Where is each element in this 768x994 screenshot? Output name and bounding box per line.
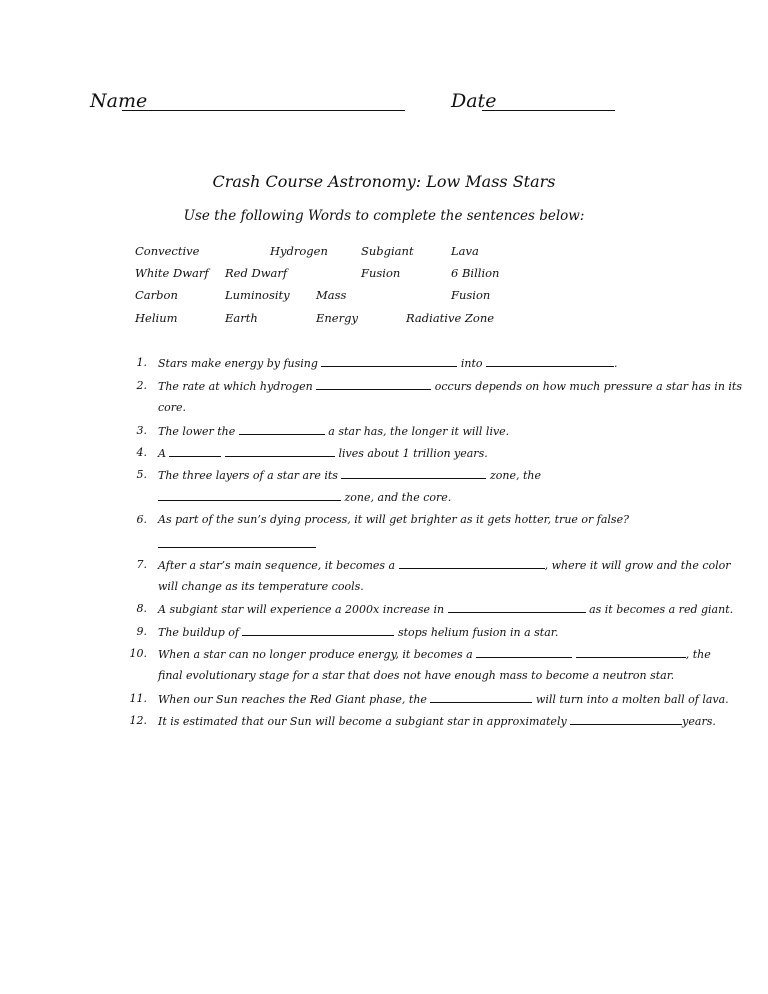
word-bank-item: Helium [135, 311, 178, 325]
question-7 [158, 558, 731, 572]
question-number: 8. [136, 602, 147, 615]
worksheet-title: Crash Course Astronomy: Low Mass Stars [212, 172, 556, 191]
question-text: zone, and the core. [344, 491, 452, 504]
answer-blank[interactable] [169, 446, 221, 457]
answer-blank[interactable] [486, 356, 614, 367]
word-bank-item: Earth [225, 311, 258, 325]
question-5 [158, 468, 541, 482]
question-text: as it becomes a red giant. [589, 603, 734, 616]
question-number: 10. [129, 647, 147, 660]
word-bank-item: Lava [451, 244, 479, 258]
word-bank-item: Fusion [361, 266, 401, 280]
answer-blank[interactable] [239, 424, 325, 435]
answer-blank[interactable] [430, 692, 532, 703]
date-label: Date [451, 90, 497, 112]
question-text: When a star can no longer produce energy, it becomes a [158, 648, 473, 661]
question-text: a star has, the longer it will live. [328, 425, 510, 438]
question-text: lives about 1 trillion years. [338, 447, 488, 460]
word-bank-item: Convective [135, 244, 200, 258]
question-number: 6. [136, 513, 147, 526]
question-8 [158, 602, 733, 616]
question-12 [158, 714, 716, 728]
question-number: 4. [136, 446, 147, 459]
question-10 [158, 647, 711, 661]
question-number: 7. [136, 558, 147, 571]
date-field-line[interactable] [482, 110, 615, 111]
question-10-continued: final evolutionary stage for a star that does not have enough mass to become a neutron star. [158, 669, 675, 682]
answer-blank[interactable] [576, 647, 686, 658]
worksheet-instructions: Use the following Words to complete the sentences below: [183, 208, 585, 224]
question-text: A [158, 447, 166, 460]
question-text: The lower the [158, 425, 236, 438]
question-text: When our Sun reaches the Red Giant phase, the [158, 693, 427, 706]
question-number: 11. [129, 692, 147, 705]
question-text: A subgiant star will experience a 2000x increase in [158, 603, 445, 616]
question-text: years. [682, 715, 716, 728]
question-text: , the [685, 648, 711, 661]
question-number: 2. [136, 379, 147, 392]
question-4 [158, 446, 488, 460]
word-bank-item: Subgiant [361, 244, 414, 258]
answer-blank[interactable] [341, 468, 486, 479]
answer-blank[interactable] [448, 602, 586, 613]
answer-blank[interactable] [570, 714, 682, 725]
question-text: zone, the [489, 469, 541, 482]
question-text: . [614, 357, 618, 370]
question-7-continued: will change as its temperature cools. [158, 580, 364, 593]
answer-blank[interactable] [316, 379, 431, 390]
question-text: Stars make energy by fusing [158, 357, 318, 370]
question-number: 9. [136, 625, 147, 638]
question-text: It is estimated that our Sun will become a subgiant star in approximately [158, 715, 567, 728]
answer-blank[interactable] [158, 547, 316, 548]
question-text: stops helium fusion in a star. [397, 626, 559, 639]
answer-blank[interactable] [399, 558, 545, 569]
question-2-continued: core. [158, 401, 187, 414]
word-bank-item: White Dwarf [135, 266, 209, 280]
question-number: 12. [129, 714, 147, 727]
word-bank-item: Red Dwarf [225, 266, 288, 280]
answer-blank[interactable] [158, 490, 341, 501]
answer-blank[interactable] [225, 446, 335, 457]
question-text: , where it will grow and the color [544, 559, 731, 572]
question-text: After a star’s main sequence, it becomes a [158, 559, 396, 572]
question-number: 1. [136, 356, 147, 369]
word-bank-item: Hydrogen [270, 244, 328, 258]
word-bank-item: 6 Billion [451, 266, 500, 280]
question-5-continued [158, 490, 451, 504]
question-text: will turn into a molten ball of lava. [535, 693, 729, 706]
question-11 [158, 692, 729, 706]
question-1 [158, 356, 618, 370]
question-3 [158, 424, 509, 438]
word-bank-item: Luminosity [225, 288, 290, 302]
answer-blank[interactable] [321, 356, 457, 367]
question-text: The three layers of a star are its [158, 469, 338, 482]
question-6: As part of the sun’s dying process, it will get brighter as it gets hotter, true or false? [158, 513, 629, 526]
answer-blank[interactable] [242, 625, 394, 636]
question-text: occurs depends on how much pressure a star has in its [434, 380, 742, 393]
word-bank-item: Radiative Zone [406, 311, 495, 325]
word-bank-item: Carbon [135, 288, 178, 302]
question-text: into [460, 357, 483, 370]
name-label: Name [90, 90, 148, 112]
word-bank-item: Energy [316, 311, 358, 325]
question-text: The rate at which hydrogen [158, 380, 313, 393]
question-text: The buildup of [158, 626, 239, 639]
question-9 [158, 625, 558, 639]
question-2 [158, 379, 742, 393]
answer-blank[interactable] [476, 647, 572, 658]
question-number: 5. [136, 468, 147, 481]
word-bank-item: Mass [316, 288, 347, 302]
question-number: 3. [136, 424, 147, 437]
name-field-line[interactable] [122, 110, 405, 111]
word-bank-item: Fusion [451, 288, 491, 302]
